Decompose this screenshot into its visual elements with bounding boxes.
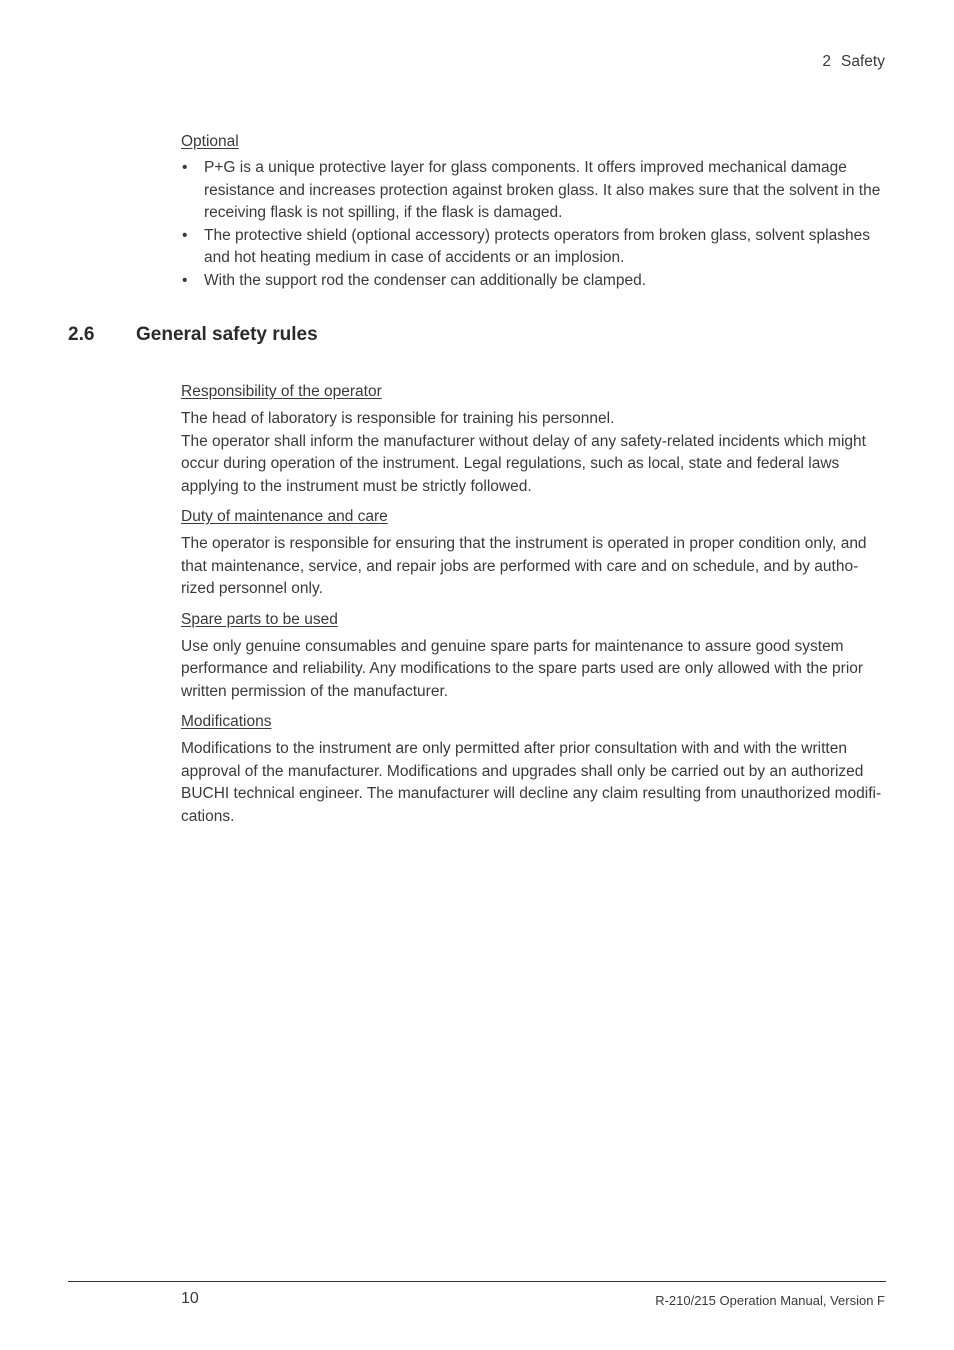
- list-item: [181, 157, 886, 225]
- running-header: [822, 53, 885, 71]
- maintenance-text: The operator is responsible for ensuring that the instrument is operated in proper condition only, and that maintenance, service, and repair jobs are performed with care and on schedule, and by autho-rized personnel only.: [181, 535, 867, 597]
- maintenance-heading: Duty of maintenance and care: [181, 508, 388, 525]
- section-title: General safety rules: [136, 324, 318, 345]
- spare-parts-text: Use only genuine consumables and genuine spare parts for maintenance to assure good system performance and reliability. Any modifications to the spare parts used are only allowed with the prior written permission of the manufacturer.: [181, 637, 864, 700]
- bullet-text: With the support rod the condenser can additionally be clamped.: [204, 271, 647, 289]
- bullet-icon: •: [182, 159, 188, 176]
- modifications-heading: Modifications: [181, 713, 272, 730]
- responsibility-text-1: The head of laboratory is responsible for training his personnel.: [181, 410, 615, 427]
- section-heading: [68, 324, 318, 346]
- chapter-number: 2: [822, 53, 832, 70]
- optional-bullet-list: [181, 157, 886, 292]
- optional-heading: Optional: [181, 133, 239, 150]
- modifications-text: Modifications to the instrument are only permitted after prior consultation with and with the written approval of the manufacturer. Modifications and upgrades shall only be carried out by an authorized BUCHI technical engineer. The manufacturer will decline any claim resulting from unauthorized modifi-cations.: [181, 740, 882, 825]
- section-number: 2.6: [68, 324, 95, 345]
- spare-parts-heading: Spare parts to be used: [181, 610, 338, 628]
- page-number: 10: [181, 1290, 199, 1307]
- general-safety-rules: [181, 381, 886, 828]
- list-item: [181, 270, 886, 293]
- bullet-icon: •: [182, 226, 188, 244]
- chapter-title: Safety: [841, 53, 885, 70]
- responsibility-heading: Responsibility of the operator: [181, 383, 382, 400]
- bullet-text: The protective shield (optional accessory) protects operators from broken glass, solvent splashes and hot heating medium in case of accidents or an implosion.: [204, 226, 870, 266]
- document-title: R-210/215 Operation Manual, Version F: [655, 1293, 885, 1308]
- list-item: [181, 225, 886, 270]
- bullet-icon: •: [182, 271, 188, 289]
- bullet-text: P+G is a unique protective layer for glass components. It offers improved mechanical damage resistance and increases protection against broken glass. It also makes sure that the solvent in the receiving flask is not spilling, if the flask is damaged.: [204, 159, 881, 221]
- responsibility-text-2: The operator shall inform the manufacturer without delay of any safety-related incidents which might occur during operation of the instrument. Legal regulations, such as local, state and federal laws applying to the instrument must be strictly followed.: [181, 432, 866, 495]
- optional-block: [181, 131, 886, 292]
- footer-divider: [68, 1281, 886, 1282]
